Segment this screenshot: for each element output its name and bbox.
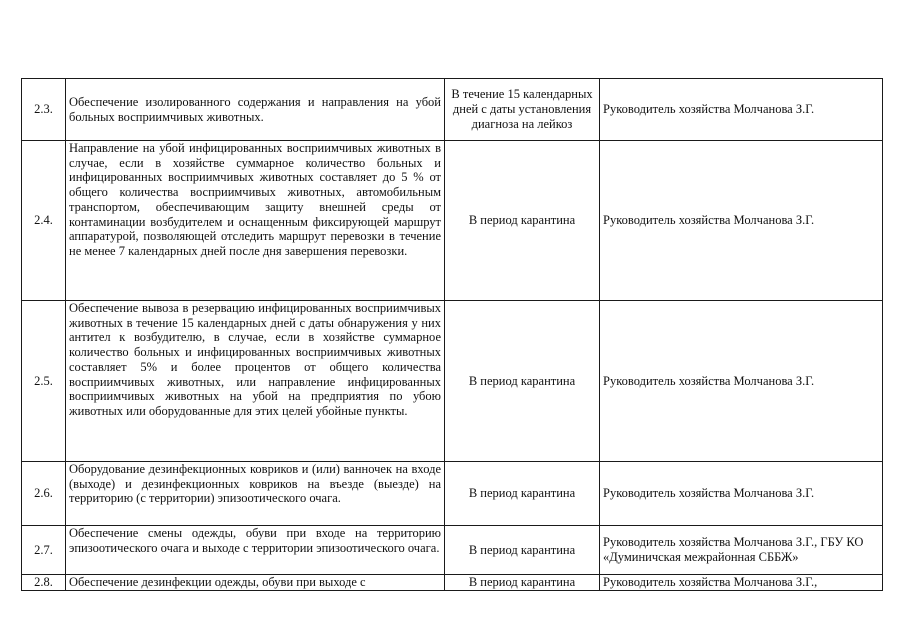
measure-description: Обеспечение смены одежды, обуви при входе на территорию эпизоотического очага и выходе с территории эпизоотического очага. [66,526,445,575]
measure-term: В период карантина [445,575,600,591]
measure-term: В период карантина [445,526,600,575]
table-row [22,79,883,141]
row-number: 2.4. [22,141,66,301]
measure-term: В период карантина [445,462,600,526]
table-row [22,141,883,301]
measures-table [21,78,883,591]
measure-term: В течение 15 календарных дней с даты установления диагноза на лейкоз [445,79,600,141]
responsible-person: Руководитель хозяйства Молчанова З.Г. [600,79,883,141]
measure-description: Обеспечение дезинфекции одежды, обуви при выходе с [66,575,445,591]
row-number: 2.6. [22,462,66,526]
measure-description: Обеспечение вывоза в резервацию инфицированных восприимчивых животных в течение 15 календарных дней с даты обнаружения у них антител к возбудителю, в случае, если в хозяйстве суммарное количество больных и инфицированных восприимчивых животных составляет 5% и более процентов от общего количества восприимчивых животных, или направление инфицированных восприимчивых животных на убой на предприятия по убою животных или оборудованные для этих целей убойные пункты. [66,301,445,462]
measure-term: В период карантина [445,141,600,301]
responsible-person: Руководитель хозяйства Молчанова З.Г. [600,141,883,301]
responsible-person: Руководитель хозяйства Молчанова З.Г., ГБУ КО «Думиничская межрайонная СББЖ» [600,526,883,575]
table-row [22,301,883,462]
responsible-person: Руководитель хозяйства Молчанова З.Г. [600,301,883,462]
row-number: 2.8. [22,575,66,591]
row-number: 2.3. [22,79,66,141]
measure-description: Оборудование дезинфекционных ковриков и (или) ванночек на входе (выходе) и дезинфекционных ковриков на въезде (выезде) на территорию (с территории) эпизоотического очага. [66,462,445,526]
table-row [22,462,883,526]
row-number: 2.5. [22,301,66,462]
responsible-person: Руководитель хозяйства Молчанова З.Г., [600,575,883,591]
table-row [22,575,883,591]
measure-description: Направление на убой инфицированных восприимчивых животных в случае, если в хозяйстве суммарное количество больных и инфицированных восприимчивых животных составляет до 5 % от общего количества восприимчивых животных, автомобильным транспортом, обеспечивающим защиту внешней среды от контаминации возбудителем и оснащенным фиксирующей маршрут аппаратурой, позволяющей отследить маршрут перевозки в течение не менее 7 календарных дней после дня завершения перевозки. [66,141,445,301]
responsible-person: Руководитель хозяйства Молчанова З.Г. [600,462,883,526]
table-row [22,526,883,575]
row-number: 2.7. [22,526,66,575]
measure-description: Обеспечение изолированного содержания и направления на убой больных восприимчивых животных. [66,79,445,141]
measure-term: В период карантина [445,301,600,462]
